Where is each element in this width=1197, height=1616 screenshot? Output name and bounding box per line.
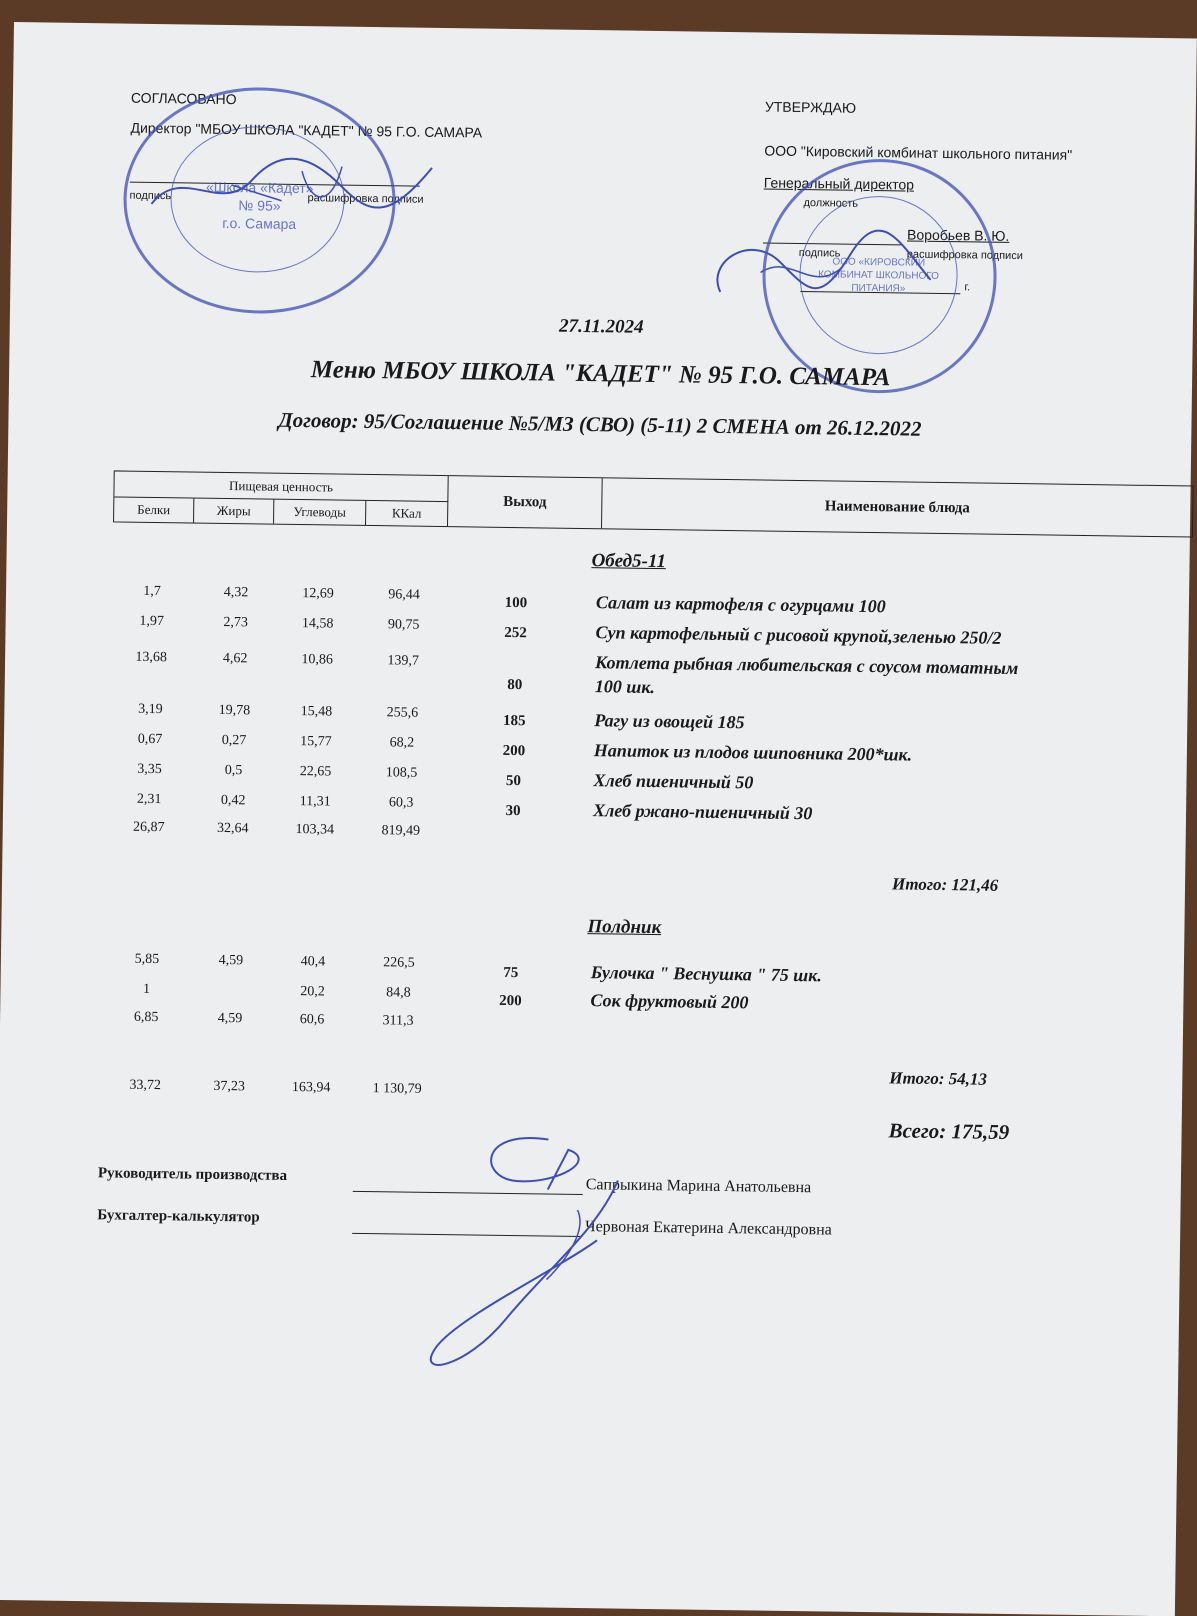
- protein-sum: 26,87: [132, 819, 165, 836]
- yield-cell: 200: [502, 742, 526, 760]
- fat-cell: [191, 983, 271, 984]
- document-date: 27.11.2024: [558, 315, 644, 338]
- yield-cell: 100: [504, 594, 528, 612]
- production-signature: [395, 1117, 629, 1380]
- carbs-cell: 20,2: [300, 984, 325, 1000]
- protein-header: Белки: [114, 497, 194, 522]
- carbs-cell: 14,58: [301, 616, 334, 632]
- kcal-cell: 90,75: [387, 617, 420, 633]
- snack-total: Итого: 54,13: [889, 1068, 988, 1089]
- nutrition-header: Пищевая ценность: [114, 471, 448, 502]
- protein-sum: 6,85: [133, 1009, 159, 1026]
- protein-cell: 2,31: [136, 791, 162, 808]
- snack-section-title: Полдник: [587, 916, 662, 939]
- kcal-cell: 60,3: [388, 795, 414, 811]
- dish-name: Хлеб ржано-пшеничный 30: [592, 800, 813, 824]
- kcal-cell: 68,2: [389, 735, 415, 751]
- dish-name: Рагу из овощей 185: [594, 710, 745, 733]
- dish-name: Напиток из плодов шиповника 200*шк.: [593, 740, 913, 765]
- lunch-total: Итого: 121,46: [891, 874, 999, 895]
- approval-right-name: Воробьев В. Ю.: [907, 226, 1010, 244]
- yield-cell: 50: [505, 772, 522, 790]
- fat-cell: 19,78: [218, 702, 251, 719]
- dish-name: Хлеб пшеничный 50: [593, 770, 754, 793]
- kcal-cell: 255,6: [386, 705, 419, 721]
- dish-name-header: Наименование блюда: [824, 497, 970, 516]
- contract-line: Договор: 95/Соглашение №5/МЗ (СВО) (5-11) 2 СМЕНА от 26.12.2022: [278, 407, 922, 441]
- fat-sum: 4,59: [217, 1010, 243, 1027]
- carbs-cell: 22,65: [299, 764, 332, 780]
- right-sign-label: подпись: [798, 246, 841, 260]
- protein-cell: 0,67: [137, 731, 163, 748]
- carbs-cell: 15,48: [300, 704, 333, 720]
- lunch-section-title: Обед5-11: [591, 550, 667, 573]
- right-decode-label: расшифровка подписи: [906, 248, 1023, 263]
- kcal-header: ККал: [366, 501, 448, 526]
- approval-right-org: ООО "Кировский комбинат школьного питания": [764, 142, 1073, 163]
- document-page: [0, 22, 1197, 1616]
- yield-cell: 80: [507, 676, 523, 694]
- yield-cell: 200: [499, 992, 522, 1010]
- protein-grand: 33,72: [129, 1077, 162, 1094]
- kcal-cell: 226,5: [383, 955, 415, 971]
- carbs-cell: 11,31: [299, 794, 331, 810]
- fat-sum: 32,64: [216, 820, 249, 837]
- approval-right-title: УТВЕРЖДАЮ: [764, 98, 857, 116]
- kcal-cell: 108,5: [385, 765, 418, 781]
- yield-cell: 30: [505, 802, 521, 820]
- grand-total: Всего: 175,59: [888, 1118, 1010, 1145]
- protein-cell: 3,35: [137, 761, 162, 778]
- carbs-cell: 15,77: [300, 734, 332, 750]
- director-signature: [141, 144, 442, 238]
- kcal-sum: 311,3: [382, 1013, 414, 1029]
- supplier-stamp-text: ООО «КИРОВСКИЙ КОМБИНАТ ШКОЛЬНОГО ПИТАНИЯ»: [818, 256, 940, 295]
- fat-cell: 2,73: [223, 614, 248, 631]
- accountant-label: Бухгалтер-калькулятор: [97, 1207, 260, 1226]
- protein-cell: 3,19: [138, 701, 163, 718]
- carbs-sum: 60,6: [299, 1012, 325, 1028]
- approval-right-position: Генеральный директор: [763, 174, 915, 193]
- left-decode-label: расшифровка подписи: [307, 192, 424, 206]
- yield-cell: 75: [503, 964, 519, 982]
- menu-table-header: [113, 470, 1194, 537]
- fat-cell: 0,5: [224, 763, 243, 779]
- yield-cell: 185: [502, 712, 526, 730]
- dish-name-continued: 100 шк.: [594, 676, 656, 698]
- protein-cell: 5,85: [134, 951, 160, 968]
- protein-cell: 1,7: [143, 583, 161, 600]
- carbs-cell: 40,4: [300, 954, 326, 970]
- carbs-grand: 163,94: [291, 1079, 331, 1096]
- carbs-cell: 12,69: [302, 586, 334, 602]
- protein-cell: 1,97: [139, 613, 164, 630]
- left-sign-label: подпись: [129, 189, 172, 203]
- fat-grand: 37,23: [213, 1078, 246, 1095]
- accountant-name: Червоная Екатерина Александровна: [585, 1218, 832, 1239]
- carbs-sum: 103,34: [295, 822, 335, 838]
- school-stamp-text: «Школа «Кадет» № 95» г.о. Самара: [205, 178, 314, 232]
- document-title: Меню МБОУ ШКОЛА "КАДЕТ" № 95 Г.О. САМАРА: [310, 356, 891, 392]
- dish-name: Салат из картофеля с огурцами 100: [595, 592, 886, 617]
- fat-header: Жиры: [194, 499, 274, 524]
- fat-cell: 4,32: [223, 584, 249, 601]
- right-year-suffix: г.: [964, 281, 971, 294]
- head-name: Сапрыкина Марина Анатольевна: [585, 1176, 812, 1197]
- approval-left-title: СОГЛАСОВАНО: [130, 89, 237, 108]
- protein-cell: 13,68: [135, 649, 167, 666]
- fat-cell: 0,27: [221, 732, 247, 749]
- approval-left-position: Директор "МБОУ ШКОЛА "КАДЕТ" № 95 Г.О. САМАРА: [130, 119, 483, 141]
- yield-cell: 252: [504, 624, 527, 642]
- fat-cell: 0,42: [220, 792, 246, 809]
- fat-cell: 4,59: [218, 952, 244, 969]
- yield-header: Выход: [448, 476, 603, 528]
- kcal-grand: 1 130,79: [372, 1081, 422, 1097]
- kcal-cell: 96,44: [388, 587, 420, 603]
- kcal-cell: 84,8: [386, 985, 411, 1001]
- right-position-label: должность: [803, 197, 859, 210]
- fat-cell: 4,62: [222, 650, 248, 667]
- head-label: Руководитель производства: [97, 1165, 288, 1184]
- director-right-signature: [700, 222, 941, 315]
- dish-name: Суп картофельный с рисовой крупой,зеленью 250/2: [595, 622, 1002, 648]
- dish-name: Булочка " Веснушка " 75 шк.: [590, 962, 823, 986]
- dish-name: Котлета рыбная любительская с соусом томатным: [594, 652, 1019, 679]
- carbs-header: Углеводы: [274, 500, 366, 525]
- protein-cell: 1: [142, 981, 151, 997]
- kcal-sum: 819,49: [381, 823, 421, 839]
- kcal-cell: 139,7: [387, 653, 419, 669]
- carbs-cell: 10,86: [301, 652, 333, 668]
- dish-name: Сок фруктовый 200: [590, 990, 749, 1013]
